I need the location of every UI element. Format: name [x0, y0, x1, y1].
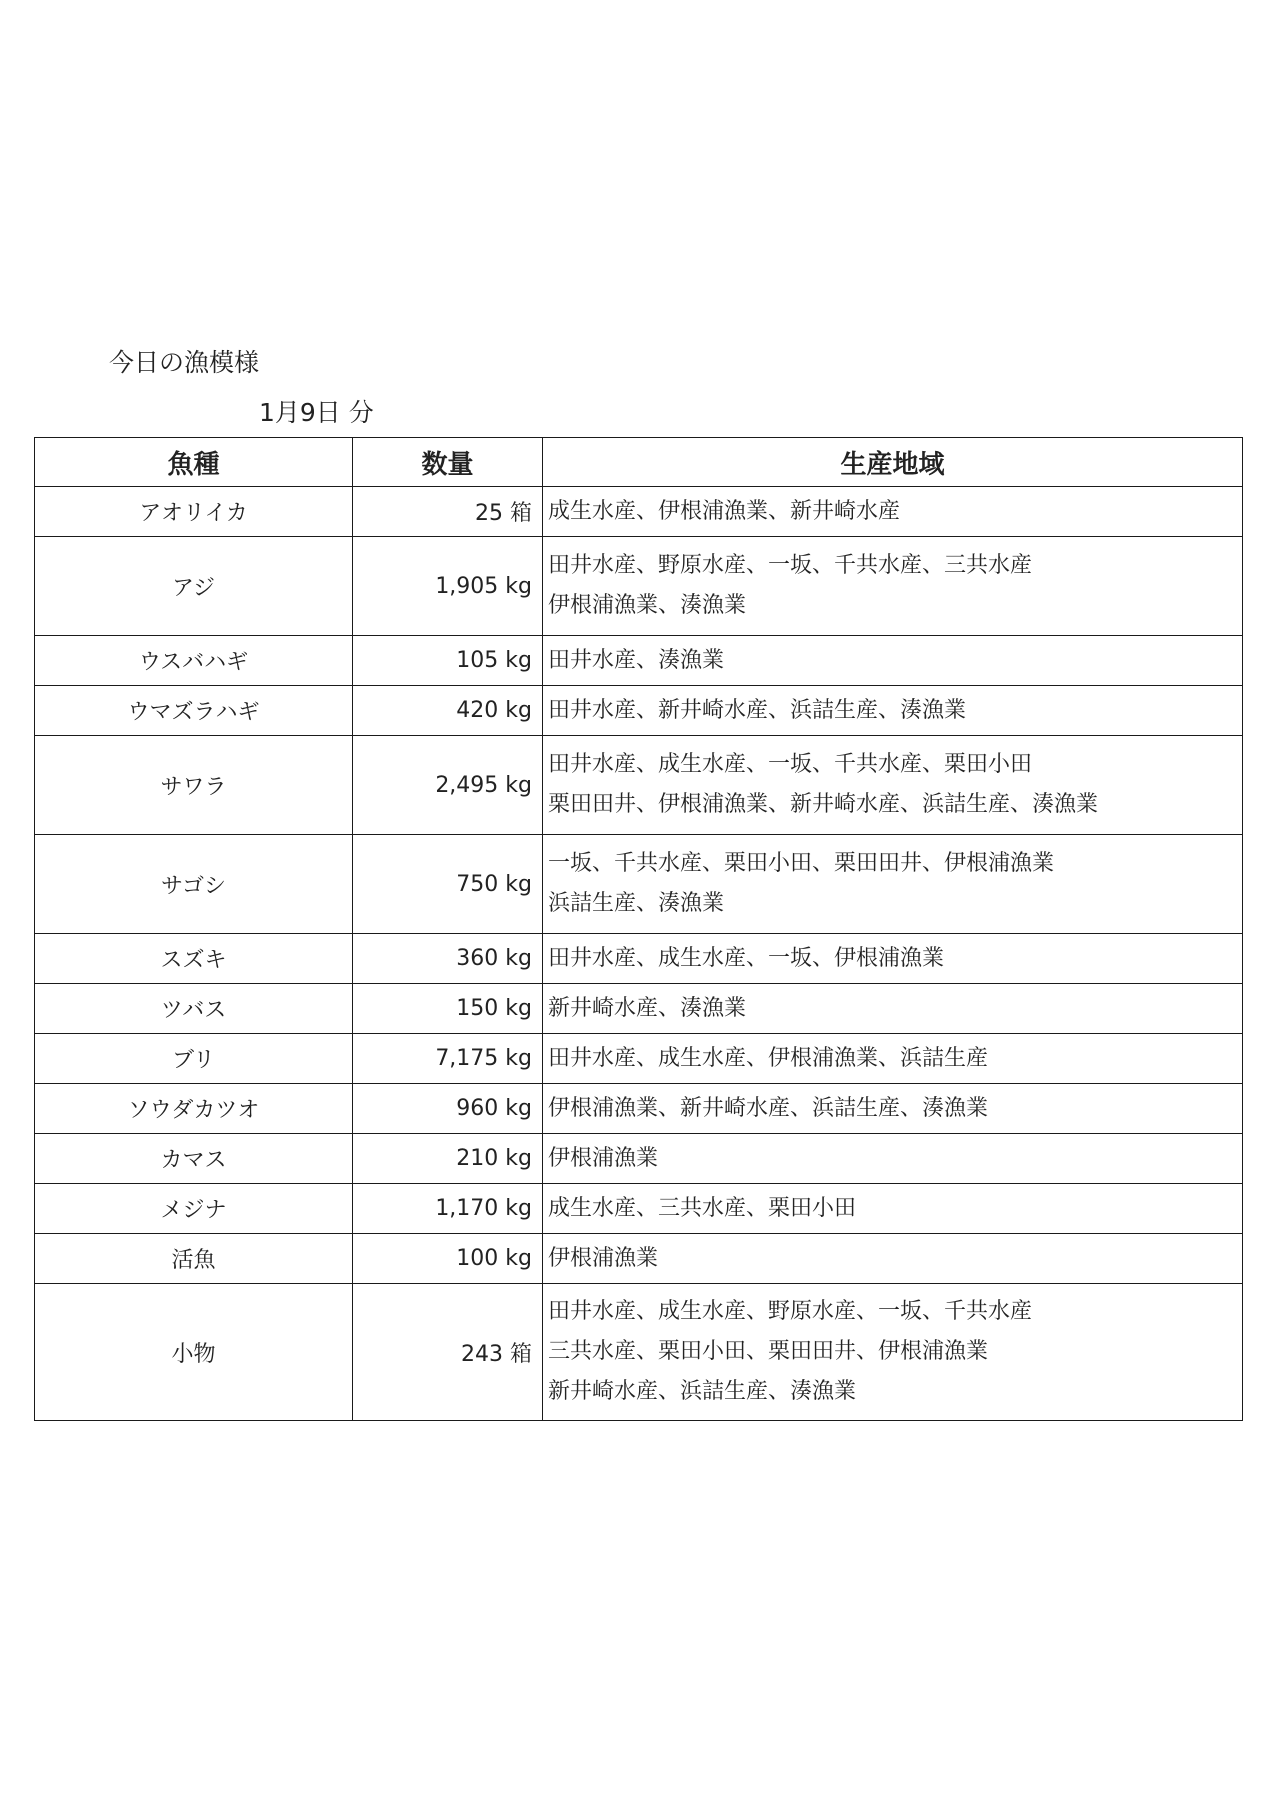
table-row [35, 1184, 1243, 1234]
quantity-cell: 750 kg [353, 835, 543, 934]
table-row [35, 537, 1243, 636]
species-cell: サゴシ [35, 835, 353, 934]
table-row [35, 1084, 1243, 1134]
species-cell: 小物 [35, 1284, 353, 1421]
species-cell: スズキ [35, 934, 353, 984]
quantity-cell: 150 kg [353, 984, 543, 1034]
table-row [35, 487, 1243, 537]
region-cell [543, 984, 1243, 1034]
region-line: 田井水産、成生水産、伊根浦漁業、浜詰生産 [548, 1045, 989, 1071]
quantity-cell: 105 kg [353, 636, 543, 686]
table-row [35, 636, 1243, 686]
region-line: 浜詰生産、湊漁業 [548, 891, 725, 916]
table-row [35, 1234, 1243, 1284]
species-cell: アジ [35, 537, 353, 636]
region-cell [543, 1184, 1243, 1234]
region-line: 伊根浦漁業、湊漁業 [548, 593, 747, 618]
region-line: 栗田田井、伊根浦漁業、新井崎水産、浜詰生産、湊漁業 [548, 792, 1099, 817]
report-date: 1月9日 分 [259, 398, 374, 427]
species-cell: ソウダカツオ [35, 1084, 353, 1134]
species-cell: アオリイカ [35, 487, 353, 537]
species-cell: サワラ [35, 736, 353, 835]
region-line: 田井水産、成生水産、一坂、伊根浦漁業 [548, 945, 945, 971]
region-line: 田井水産、成生水産、一坂、千共水産、栗田小田 [548, 752, 1033, 777]
species-cell: ウスバハギ [35, 636, 353, 686]
quantity-cell: 360 kg [353, 934, 543, 984]
quantity-cell: 1,170 kg [353, 1184, 543, 1234]
region-line: 成生水産、伊根浦漁業、新井崎水産 [548, 498, 901, 524]
region-cell [543, 1034, 1243, 1084]
table-row [35, 835, 1243, 934]
region-line: 田井水産、新井崎水産、浜詰生産、湊漁業 [548, 697, 967, 723]
region-cell [543, 686, 1243, 736]
header-species: 魚種 [35, 438, 353, 487]
species-cell: ブリ [35, 1034, 353, 1084]
region-cell [543, 1284, 1243, 1421]
table-row [35, 934, 1243, 984]
header-region: 生産地域 [543, 438, 1243, 487]
region-line: 新井崎水産、浜詰生産、湊漁業 [548, 1379, 857, 1404]
region-cell [543, 537, 1243, 636]
region-line: 新井崎水産、湊漁業 [548, 995, 747, 1021]
header-quantity: 数量 [353, 438, 543, 487]
species-cell: 活魚 [35, 1234, 353, 1284]
quantity-cell: 1,905 kg [353, 537, 543, 636]
table-row [35, 984, 1243, 1034]
region-line: 三共水産、栗田小田、栗田田井、伊根浦漁業 [548, 1339, 989, 1364]
region-cell [543, 1234, 1243, 1284]
table-header-row [35, 438, 1243, 487]
table-row [35, 1284, 1243, 1421]
region-line: 田井水産、成生水産、野原水産、一坂、千共水産 [548, 1299, 1033, 1324]
quantity-cell: 25 箱 [353, 487, 543, 537]
region-line: 田井水産、湊漁業 [548, 647, 725, 673]
quantity-cell: 7,175 kg [353, 1034, 543, 1084]
region-line: 伊根浦漁業 [548, 1145, 659, 1171]
species-cell: メジナ [35, 1184, 353, 1234]
quantity-cell: 420 kg [353, 686, 543, 736]
table-row [35, 736, 1243, 835]
table-body [35, 487, 1243, 1421]
species-cell: カマス [35, 1134, 353, 1184]
region-cell [543, 487, 1243, 537]
region-line: 伊根浦漁業、新井崎水産、浜詰生産、湊漁業 [548, 1095, 989, 1121]
region-cell [543, 934, 1243, 984]
region-cell [543, 1134, 1243, 1184]
table-row [35, 1134, 1243, 1184]
region-line: 成生水産、三共水産、栗田小田 [548, 1195, 857, 1221]
species-cell: ツバス [35, 984, 353, 1034]
species-cell: ウマズラハギ [35, 686, 353, 736]
table-row [35, 686, 1243, 736]
catch-table [34, 437, 1243, 1421]
quantity-cell: 960 kg [353, 1084, 543, 1134]
quantity-cell: 2,495 kg [353, 736, 543, 835]
page-title: 今日の漁模様 [109, 348, 260, 377]
region-cell [543, 835, 1243, 934]
region-line: 伊根浦漁業 [548, 1245, 659, 1271]
region-line: 一坂、千共水産、栗田小田、栗田田井、伊根浦漁業 [548, 851, 1055, 876]
table-row [35, 1034, 1243, 1084]
quantity-cell: 210 kg [353, 1134, 543, 1184]
region-cell [543, 736, 1243, 835]
quantity-cell: 100 kg [353, 1234, 543, 1284]
region-line: 田井水産、野原水産、一坂、千共水産、三共水産 [548, 553, 1033, 578]
region-cell [543, 636, 1243, 686]
quantity-cell: 243 箱 [353, 1284, 543, 1421]
region-cell [543, 1084, 1243, 1134]
